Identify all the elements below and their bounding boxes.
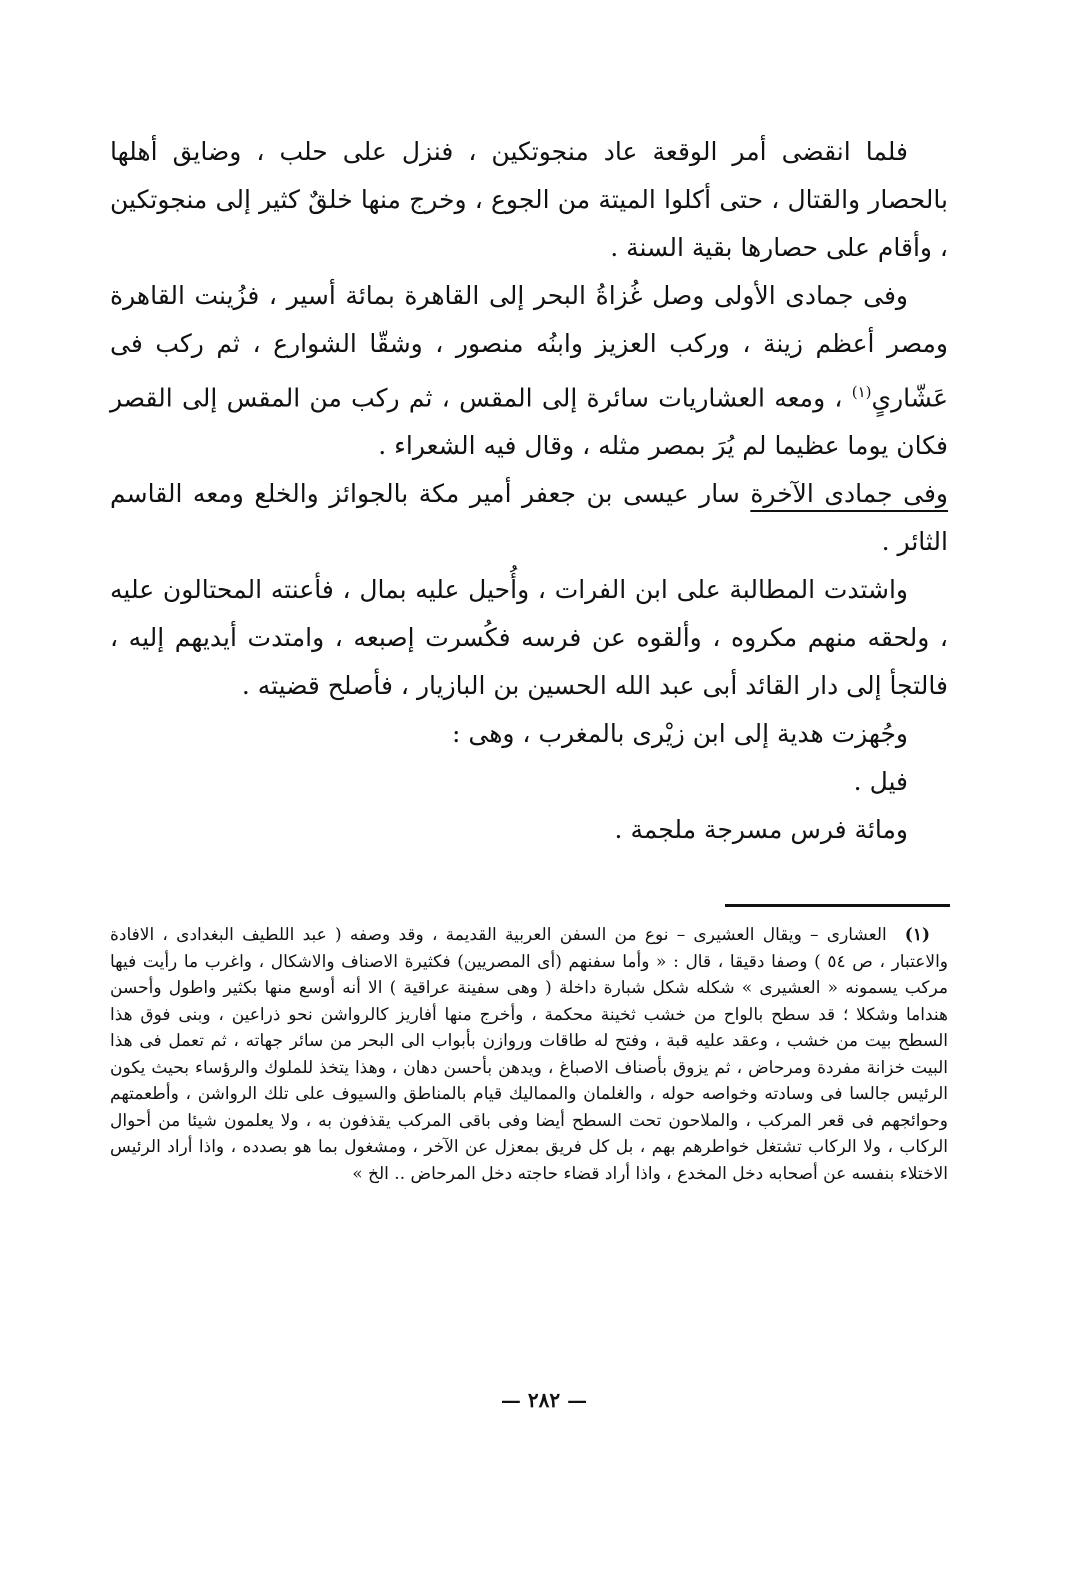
footnote-divider: [725, 904, 950, 907]
paragraph-jumada-ula-part2: ، ومعه العشاريات سائرة إلى المقس ، ثم ركب من المقس إلى القصر فكان يوما عظيما لم يُرَ بمصر مثله ، وقال فيه الشعراء .: [110, 383, 948, 461]
gift-list-item: فيل .: [853, 767, 908, 797]
underlined-phrase: وفى جمادى الآخرة: [750, 479, 949, 509]
footnote-block: [110, 922, 948, 1187]
paragraph-jumada-akhira-text: سار عيسى بن جعفر أمير مكة بالجوائز والخلع ومعه القاسم الثائر .: [110, 479, 948, 557]
paragraph-jumada-ula-part1: وفى جمادى الأولى وصل غُزاةُ البحر إلى القاهرة بمائة أسير ، فزُينت القاهرة ومصر أعظم زينة ، وركب العزيز وابنُه منصور ، وشقّا الشوارع ، ثم ركب فى عَشّارىٍ: [110, 281, 949, 413]
paragraph-ibn-furat: واشتدت المطالبة على ابن الفرات ، وأُحيل عليه بمال ، فأعنته المحتالون عليه ، ولحقه منهم مكروه ، وألقوه عن فرسه فكُسرت إصبعه ، وامتدت أيديهم إليه ، فالتجأ إلى دار القائد أبى عبد الله الحسين بن البازيار ، فأصلح قضيته .: [110, 575, 948, 701]
footnote-marker: (١): [904, 925, 930, 945]
main-text-block: [110, 128, 948, 854]
footnote-1: [110, 922, 948, 1187]
footnote-text: العشارى – ويقال العشيرى – نوع من السفن العربية القديمة ، وقد وصفه ( عبد اللطيف البغدادى ، الافادة والاعتبار ، ص ٥٤ ) وصفا دقيقا ، قال : « وأما سفنهم (أى المصريين) فكثيرة الاصناف والاشكال ، واغرب ما رأيت فيها مركب يسمونه « العشيرى » شكله شكل شبارة داخلة ( وهى سفينة عراقية ) الا أنه أوسع منها بكثير واطول وأحسن هنداما وشكلا ؛ قد سطح بالواح من خشب ثخينة محكمة ، وأخرج منها أفاريز كالرواشن نحو ذراعين ، وبنى فوق هذا السطح بيت من خشب ، وعقد عليه قبة ، وفتح له طاقات وروازن بأبواب الى البحر من سائر جهاته ، ثم تعمل فى هذا البيت خزانة مفردة ومرحاض ، ثم يزوق بأصناف الاصباغ ، ويدهن بأحسن دهان ، وهذا يتخذ للملوك والرؤساء بحيث يكون الرئيس جالسا فى وسادته وخواصه حوله ، والغلمان والمماليك قيام بالمناطق والسيوف على تلك الرواشن ، وأطعمتهم وحوائجهم فى قعر المركب ، والملاحون تحت السطح أيضا وفى باقى المركب يقذفون به ، ولا يعلمون شيئا من أحوال الركاب ، ولا الركاب تشتغل خواطرهم بهم ، بل كل فريق بمعزل عن الآخر ، ومشغول بما هو بصدده ، واذا أراد الرئيس الاختلاء بنفسه عن أصحابه دخل المخدع ، واذا أراد قضاء حاجته دخل المرحاض .. الخ »: [110, 925, 948, 1184]
paragraph-jumada-ula: [110, 272, 948, 470]
paragraph-gift: وجُهزت هدية إلى ابن زيْرى بالمغرب ، وهى :: [452, 719, 908, 749]
paragraph-aleppo-siege: فلما انقضى أمر الوقعة عاد منجوتكين ، فنزل على حلب ، وضايق أهلها بالحصار والقتال ، حتى أكلوا الميتة من الجوع ، وخرج منها خلقٌ كثير إلى منجوتكين ، وأقام على حصارها بقية السنة .: [110, 137, 948, 262]
paragraph-jumada-akhira: [110, 470, 948, 566]
gift-list-item: ومائة فرس مسرجة ملجمة .: [614, 815, 908, 845]
footnote-reference: (١): [851, 383, 872, 401]
page-number: — ٢٨٢ —: [500, 1388, 588, 1412]
